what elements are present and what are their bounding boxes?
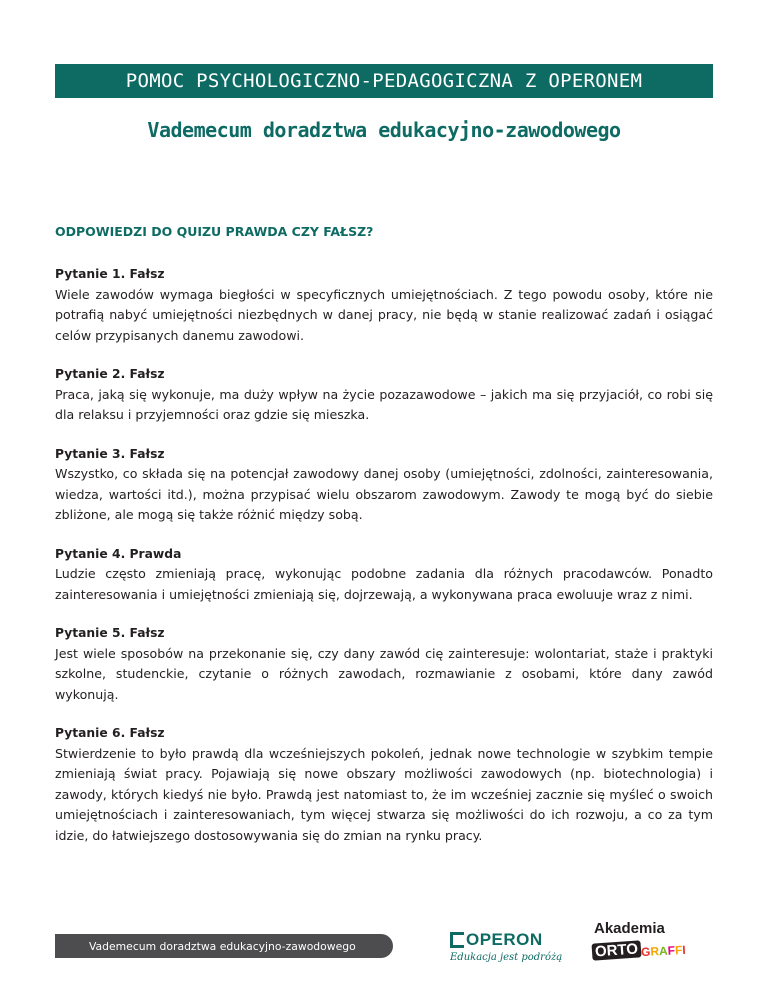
answer-text: Praca, jaką się wykonuje, ma duży wpływ na życie pozazawodowe – jakich ma się przyjaciół, co robi się dla relaksu i przyjemności oraz gdzie się mieszka. — [55, 386, 713, 422]
answer-item — [55, 364, 713, 426]
answer-item — [55, 544, 713, 606]
answer-item — [55, 723, 713, 846]
answers-list — [55, 264, 713, 864]
answer-title: Pytanie 2. Fałsz — [55, 367, 165, 381]
answer-text: Wiele zawodów wymaga biegłości w specyficznych umiejętnościach. Z tego powodu osoby, które nie potrafią nabyć umiejętności niezbędnych w danej pracy, nie będą w stanie realizować zadań i osiągać celów przypisanych danemu zawodowi. — [55, 286, 713, 343]
graffiti-letter: G — [640, 944, 651, 960]
graffiti-letter: F — [667, 943, 676, 958]
operon-name: OPERON — [466, 930, 543, 949]
graffiti-letter: I — [682, 942, 687, 957]
answer-text: Jest wiele sposobów na przekonanie się, czy dany zawód cię zainteresuje: wolontariat, staże i praktyki szkolne, studenckie, czytanie o różnych zawodach, rozmawianie z osobami, które dany zawód wykonują. — [55, 645, 713, 702]
akademia-logo — [592, 920, 722, 972]
page-subtitle: Vademecum doradztwa edukacyjno-zawodowego — [147, 118, 621, 142]
answer-title: Pytanie 3. Fałsz — [55, 446, 165, 461]
answer-text: Wszystko, co składa się na potencjał zawodowy danej osoby (umiejętności, zdolności, zainteresowania, wiedza, wartości itd.), można przypisać wielu obszarom zawodowym. Zawody te mogą być do siebie zbliżone, ale mogą się także różnić między sobą. — [55, 466, 713, 522]
akademia-title: Akademia — [594, 920, 665, 937]
answer-item — [55, 444, 713, 526]
footer-label-text: Vademecum doradztwa edukacyjno-zawodowego — [89, 939, 356, 953]
operon-tagline: Edukacja jest podróżą — [450, 952, 563, 963]
answer-item — [55, 623, 713, 705]
footer-label — [55, 934, 393, 958]
answer-text: Stwierdzenie to było prawdą dla wcześniejszych pokoleń, jednak nowe technologie w szybkim tempie zmieniają świat pracy. Pojawiają się nowe obszary możliwości zawodowych (np. biotechnologia) i zawody, których kiedyś nie było. Prawdą jest natomiast to, że im wcześniej zacznie się myśleć o swoich umiejętnościach i zainteresowaniach, tym więcej stwarza się możliwości do ich rozwoju, a co za tym idzie, do łatwiejszego dostosowywania się do zmian na rynku pracy. — [55, 745, 713, 843]
answer-title: Pytanie 5. Fałsz — [55, 626, 165, 640]
graffiti-text — [641, 943, 686, 959]
ortho-text: ORTO — [591, 940, 641, 960]
answer-title: Pytanie 4. Prawda — [55, 546, 182, 561]
section-title: ODPOWIEDZI DO QUIZU PRAWDA CZY FAŁSZ? — [55, 224, 374, 239]
book-icon — [450, 932, 464, 948]
operon-logo — [450, 930, 580, 970]
graffiti-letter: F — [674, 943, 683, 958]
ortograffiti-logo — [592, 942, 686, 959]
answer-item — [55, 264, 713, 346]
answer-text: Ludzie często zmieniają pracę, wykonując podobne zadania dla różnych pracodawców. Ponadto zainteresowania i umiejętności zmieniają się, dojrzewają, a wykonywana praca ewoluuje wraz z nimi. — [55, 566, 713, 602]
answer-title: Pytanie 6. Fałsz — [55, 726, 165, 740]
answer-title: Pytanie 1. Fałsz — [55, 267, 165, 281]
banner-title: POMOC PSYCHOLOGICZNO-PEDAGOGICZNA Z OPERONEM — [125, 70, 643, 92]
graffiti-letter: A — [658, 943, 669, 959]
header-banner — [55, 64, 713, 98]
graffiti-letter: R — [650, 944, 660, 959]
